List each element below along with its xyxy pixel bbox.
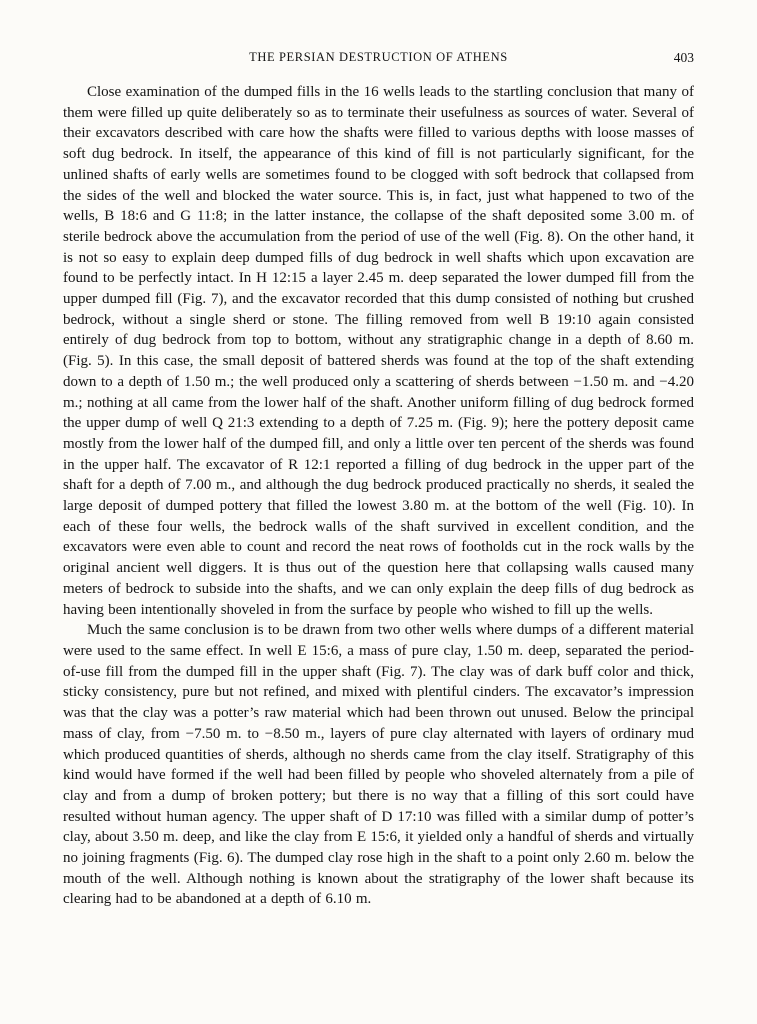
running-title: THE PERSIAN DESTRUCTION OF ATHENS (249, 50, 508, 64)
paragraph-1: Close examination of the dumped fills in the 16 wells leads to the startling conclusion that many of them were filled up quite deliberately so as to terminate their usefulness as sources of water. Several of their excavators described with care how the shafts were filled to various depths with loose masses of soft dug bedrock. In itself, the appearance of this kind of fill is not particularly significant, for the unlined shafts of early wells are sometimes found to be clogged with soft bedrock that collapsed from the sides of the well and blocked the water source. This is, in fact, just what happened to two of the wells, B 18:6 and G 11:8; in the latter instance, the collapse of the shaft deposited some 3.00 m. of sterile bedrock above the accumulation from the period of use of the well (Fig. 8). On the other hand, it is not so easy to explain deep dumped fills of dug bedrock in well shafts which upon excavation are found to be perfectly intact. In H 12:15 a layer 2.45 m. deep separated the lower dumped fill from the upper dumped fill (Fig. 7), and the excavator recorded that this dump consisted of nothing but crushed bedrock, without a single sherd or stone. The filling removed from well B 19:10 again consisted entirely of dug bedrock from top to bottom, without any stratigraphic change in a depth of 8.60 m. (Fig. 5). In this case, the small deposit of battered sherds was found at the top of the shaft extending down to a depth of 1.50 m.; the well produced only a scattering of sherds between −1.50 m. and −4.20 m.; nothing at all came from the lower half of the shaft. Another uniform filling of dug bedrock formed the upper dump of well Q 21:3 extending to a depth of 7.25 m. (Fig. 9); here the pottery deposit came mostly from the lower half of the dumped fill, and only a little over ten percent of the sherds was found in the upper half. The excavator of R 12:1 reported a filling of dug bedrock in the upper part of the shaft for a depth of 7.00 m., and although the dug bedrock produced practically no sherds, it sealed the large deposit of dumped pottery that filled the lowest 3.80 m. at the bottom of the well (Fig. 10). In each of these four wells, the bedrock walls of the shaft survived in excellent condition, and the excavators were even able to count and record the neat rows of footholds cut in the rock walls by the original ancient well diggers. It is thus out of the question here that collapsing walls caused many meters of bedrock to subside into the shafts, and we can only explain the deep fills of dug bedrock as having been intentionally shoveled in from the surface by people who wished to fill up the wells. (63, 84, 694, 618)
page-header (63, 50, 694, 70)
paragraph-2: Much the same conclusion is to be drawn from two other wells where dumps of a different material were used to the same effect. In well E 15:6, a mass of pure clay, 1.50 m. deep, separated the period-of-use fill from the dumped fill in the upper shaft (Fig. 7). The clay was of dark buff color and thick, sticky consistency, pure but not refined, and mixed with plentiful cinders. The excavator’s impression was that the clay was a potter’s raw material which had been thrown out unused. Below the principal mass of clay, from −7.50 m. to −8.50 m., layers of pure clay alternated with layers of ordinary mud which produced quantities of sherds, although no sherds came from the clay itself. Stratigraphy of this kind would have formed if the well had been filled by people who shoveled alternately from a pile of clay and from a dump of broken pottery; but there is no way that a filling of this sort could have resulted without human agency. The upper shaft of D 17:10 was filled with a similar dump of potter’s clay, about 3.50 m. deep, and like the clay from E 15:6, it yielded only a handful of sherds and virtually no joining fragments (Fig. 6). The dumped clay rose high in the shaft to a point only 2.60 m. below the mouth of the well. Although nothing is known about the stratigraphy of the lower shaft because its clearing had to be abandoned at a depth of 6.10 m. (63, 622, 694, 908)
page-number: 403 (673, 50, 694, 65)
body-text (63, 82, 694, 910)
